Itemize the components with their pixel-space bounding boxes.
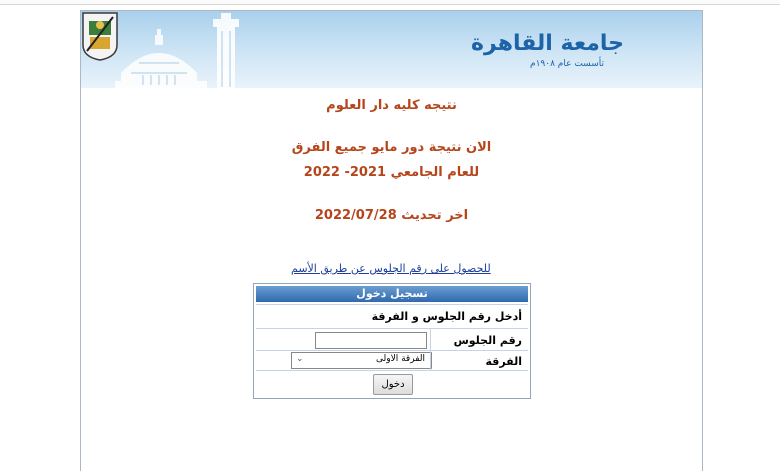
header-banner	[81, 11, 702, 88]
seat-lookup-by-name-link[interactable]: للحصول على رقم الجلوس عن طريق الأسم	[291, 262, 491, 275]
submit-row	[256, 370, 528, 397]
may-session-heading: الان نتيجة دور مايو جميع الفرق	[291, 140, 492, 155]
browser-top-strip	[0, 0, 780, 5]
academic-year-heading: للعام الجامعي 2021- 2022	[303, 165, 480, 180]
founded-text: تأسست عام ١٩٠٨م	[530, 59, 604, 69]
university-seal-icon	[81, 11, 119, 61]
grade-label: الفرقة	[485, 355, 522, 368]
faculty-result-heading: نتيجه كليه دار العلوم	[326, 98, 457, 113]
university-name: جامعة القاهرة	[471, 31, 624, 56]
login-title: تسجيل دخول	[256, 286, 528, 302]
login-box	[253, 283, 531, 399]
chevron-down-icon: ⌄	[296, 354, 304, 364]
grade-selected-value: الفرقة الاولى	[376, 354, 425, 364]
grade-row	[256, 350, 528, 371]
login-submit-button[interactable]: دخول	[373, 374, 413, 395]
last-update-heading: اخر تحديث 2022/07/28	[314, 208, 469, 223]
seat-number-row	[256, 328, 528, 351]
grade-select[interactable]	[291, 352, 432, 369]
seat-number-input[interactable]	[315, 332, 427, 349]
form-column-divider	[430, 328, 431, 370]
seat-number-label: رقم الجلوس	[453, 334, 522, 347]
login-instruction-row	[256, 304, 528, 329]
login-instruction: أدخل رقم الجلوس و الفرقة	[371, 310, 522, 323]
page-frame	[80, 10, 703, 471]
